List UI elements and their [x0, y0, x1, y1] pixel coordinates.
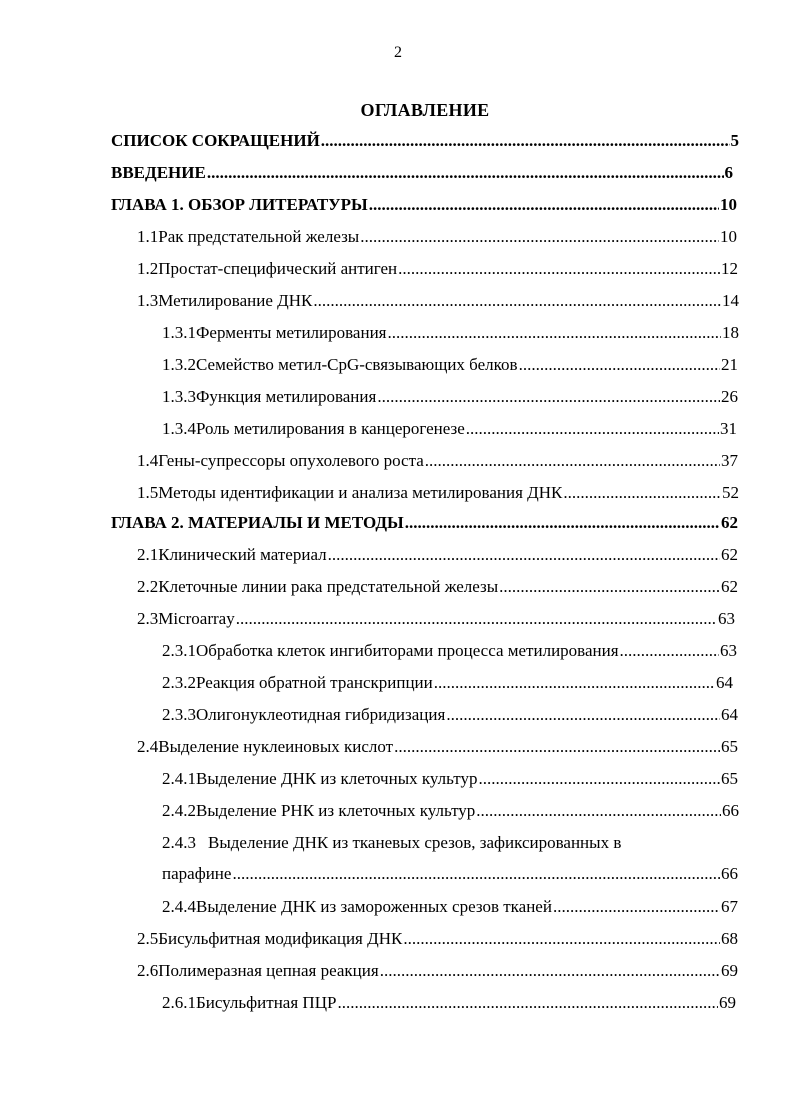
toc-entry-number: 1.2 [137, 259, 159, 278]
toc-entry-text: СПИСОК СОКРАЩЕНИЙ [111, 131, 320, 150]
dot-leader [369, 195, 719, 215]
toc-entry-page: 69 [721, 961, 738, 980]
toc-title: ОГЛАВЛЕНИЕ [360, 100, 490, 120]
toc-entry-abbreviations [111, 131, 739, 161]
toc-entry-text: Реакция обратной транскрипции [196, 673, 433, 692]
toc-entry-1-3-1 [162, 323, 739, 353]
toc-entry-2-6-1 [162, 993, 736, 1023]
toc-entry-number: 2.4.4 [162, 897, 196, 916]
toc-entry-page: 62 [721, 545, 738, 564]
dot-leader [620, 641, 719, 661]
toc-entry-text: Ферменты метилирования [196, 323, 387, 342]
toc-entry-number: 2.6.1 [162, 993, 196, 1012]
toc-entry-text: ГЛАВА 2. МАТЕРИАЛЫ И МЕТОДЫ [111, 513, 404, 532]
toc-entry-text: парафине [162, 864, 232, 883]
dot-leader [478, 769, 720, 789]
toc-entry-text: Роль метилирования в канцерогенезе [196, 419, 465, 438]
toc-entry-page: 12 [721, 259, 738, 278]
dot-leader [236, 609, 717, 629]
dot-leader [563, 483, 721, 503]
toc-entry-1-3-3 [162, 387, 738, 417]
toc-entry-page: 18 [722, 323, 739, 342]
toc-entry-number: 2.4 [137, 737, 159, 756]
dot-leader [394, 737, 720, 757]
toc-entry-text: Олигонуклеотидная гибридизация [196, 705, 446, 724]
toc-entry-text: Выделение нуклеиновых кислот [158, 737, 394, 756]
dot-leader [380, 961, 720, 981]
toc-entry-page: 65 [721, 737, 738, 756]
toc-entry-number: 1.3 [137, 291, 159, 310]
dot-leader [337, 993, 718, 1013]
toc-entry-text: Бисульфитная ПЦР [196, 993, 337, 1012]
toc-entry-2-4-1 [162, 769, 738, 799]
page-number: 2 [394, 44, 402, 61]
toc-entry-page: 21 [721, 355, 738, 374]
toc-entry-text: Семейство метил-CpG-связывающих белков [196, 355, 518, 374]
toc-entry-1-4 [137, 451, 738, 481]
toc-entry-chapter-1 [111, 195, 737, 225]
dot-leader [476, 801, 721, 821]
dot-leader [405, 513, 720, 533]
toc-entry-page: 66 [721, 864, 738, 883]
toc-entry-page: 37 [721, 451, 738, 470]
toc-entry-page: 31 [720, 419, 737, 438]
dot-leader [232, 864, 720, 884]
toc-entry-2-4 [137, 737, 738, 767]
dot-leader [403, 929, 720, 949]
toc-entry-text: Методы идентификации и анализа метилирования ДНК [158, 483, 563, 502]
dot-leader [434, 673, 715, 693]
dot-leader [360, 227, 719, 247]
dot-leader [425, 451, 720, 471]
toc-entry-text: Выделение ДНК из тканевых срезов, зафиксированных в [208, 833, 622, 852]
toc-entry-number: 1.3.1 [162, 323, 196, 342]
toc-entry-introduction [111, 163, 733, 193]
toc-entry-text: ВВЕДЕНИЕ [111, 163, 206, 182]
toc-entry-page: 52 [722, 483, 739, 502]
toc-entry-number: 1.3.4 [162, 419, 196, 438]
toc-entry-number: 1.3.2 [162, 355, 196, 374]
toc-entry-text: Microarray [158, 609, 235, 628]
toc-entry-number: 2.3.2 [162, 673, 196, 692]
dot-leader [207, 163, 724, 183]
toc-entry-text: Выделение ДНК из клеточных культур [196, 769, 478, 788]
toc-entry-1-5 [137, 483, 739, 513]
toc-entry-text: Клеточные линии рака предстательной железы [158, 577, 499, 596]
toc-entry-2-4-3 [162, 833, 738, 863]
toc-entry-text: Полимеразная цепная реакция [158, 961, 379, 980]
toc-entry-chapter-2 [111, 513, 738, 543]
toc-entry-number: 1.4 [137, 451, 159, 470]
toc-entry-text: ГЛАВА 1. ОБЗОР ЛИТЕРАТУРЫ [111, 195, 368, 214]
dot-leader [388, 323, 722, 343]
toc-entry-page: 66 [722, 801, 739, 820]
toc-entry-page: 64 [721, 705, 738, 724]
toc-entry-page: 62 [721, 513, 738, 532]
toc-entry-page: 10 [720, 195, 737, 214]
toc-entry-page: 63 [718, 609, 735, 628]
dot-leader [553, 897, 720, 917]
toc-entry-text: Выделение ДНК из замороженных срезов тканей [196, 897, 552, 916]
toc-entry-text: Простат-специфический антиген [158, 259, 398, 278]
toc-entry-1-1 [137, 227, 737, 257]
toc-entry-number: 2.3.1 [162, 641, 196, 660]
toc-entry-page: 5 [730, 131, 739, 150]
toc-entry-2-3-2 [162, 673, 733, 703]
toc-entry-page: 69 [719, 993, 736, 1012]
toc-entry-2-4-4 [162, 897, 738, 927]
toc-entry-number: 2.6 [137, 961, 159, 980]
toc-entry-1-3-2 [162, 355, 738, 385]
dot-leader [313, 291, 721, 311]
toc-entry-page: 64 [716, 673, 733, 692]
toc-entry-text: Бисульфитная модификация ДНК [158, 929, 403, 948]
toc-entry-page: 14 [722, 291, 739, 310]
dot-leader [499, 577, 720, 597]
toc-entry-2-1 [137, 545, 738, 575]
toc-entry-text: Выделение РНК из клеточных культур [196, 801, 476, 820]
toc-entry-number: 2.5 [137, 929, 159, 948]
toc-entry-page: 62 [721, 577, 738, 596]
dot-leader [398, 259, 720, 279]
toc-entry-1-3-4 [162, 419, 737, 449]
toc-entry-number: 2.3.3 [162, 705, 196, 724]
dot-leader [466, 419, 719, 439]
toc-entry-page: 63 [720, 641, 737, 660]
toc-entry-text: Обработка клеток ингибиторами процесса метилирования [196, 641, 619, 660]
toc-entry-text: Функция метилирования [196, 387, 377, 406]
toc-entry-1-3 [137, 291, 739, 321]
toc-entry-2-5 [137, 929, 738, 959]
toc-entry-number: 1.1 [137, 227, 159, 246]
toc-entry-page: 10 [720, 227, 737, 246]
toc-entry-number: 2.4.2 [162, 801, 196, 820]
toc-entry-text: Гены-супрессоры опухолевого роста [158, 451, 424, 470]
toc-entry-number: 2.4.3 [162, 833, 196, 852]
toc-entry-number: 1.3.3 [162, 387, 196, 406]
toc-entry-page: 65 [721, 769, 738, 788]
toc-entry-1-2 [137, 259, 738, 289]
toc-entry-2-3-1 [162, 641, 737, 671]
toc-entry-number: 2.1 [137, 545, 159, 564]
dot-leader [328, 545, 720, 565]
dot-leader [446, 705, 720, 725]
toc-entry-number: 1.5 [137, 483, 159, 502]
dot-leader [321, 131, 730, 151]
toc-entry-page: 68 [721, 929, 738, 948]
toc-entry-2-2 [137, 577, 738, 607]
toc-entry-2-4-2 [162, 801, 739, 831]
toc-entry-number: 2.3 [137, 609, 159, 628]
dot-leader [377, 387, 720, 407]
toc-entry-page: 26 [721, 387, 738, 406]
toc-entry-text: Метилирование ДНК [158, 291, 313, 310]
toc-entry-2-6 [137, 961, 738, 991]
toc-entry-2-3 [137, 609, 735, 639]
dot-leader [519, 355, 720, 375]
toc-entry-page: 6 [724, 163, 733, 182]
toc-entry-number: 2.4.1 [162, 769, 196, 788]
toc-entry-text: Рак предстательной железы [158, 227, 360, 246]
toc-entry-page: 67 [721, 897, 738, 916]
toc-entry-2-3-3 [162, 705, 738, 735]
toc-entry-2-4-3-continuation [162, 864, 738, 894]
toc-entry-text: Клинический материал [158, 545, 327, 564]
toc-entry-number: 2.2 [137, 577, 159, 596]
